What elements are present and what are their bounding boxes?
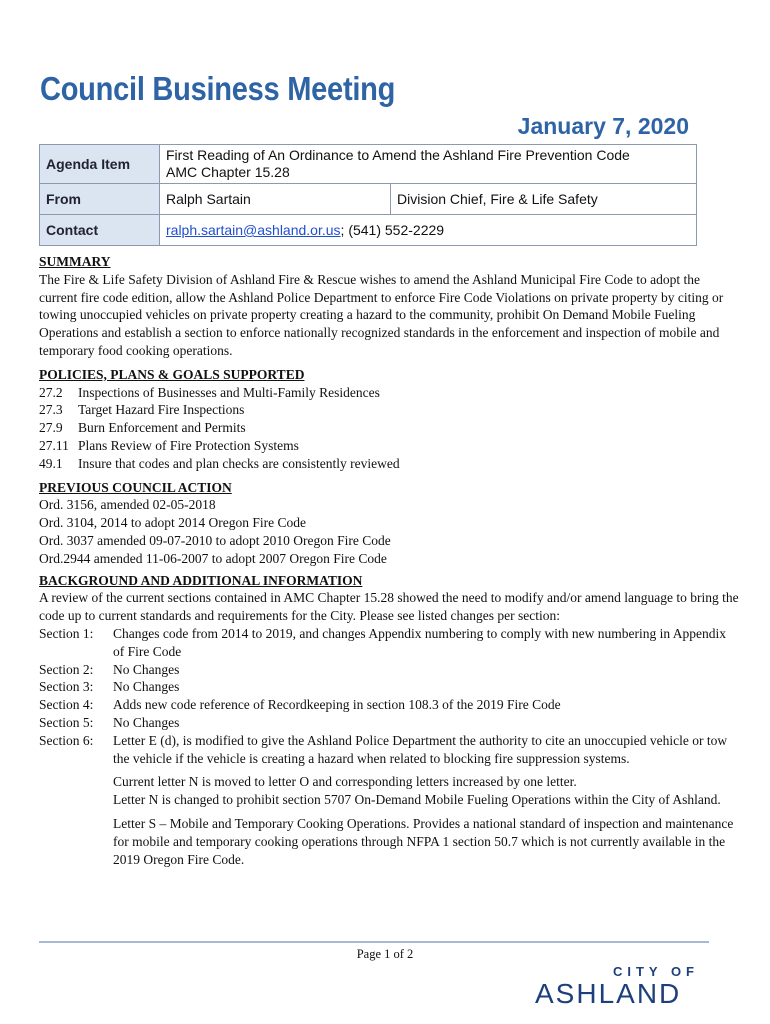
contact-email-link[interactable]: ralph.sartain@ashland.or.us (166, 222, 341, 238)
summary-text: The Fire & Life Safety Division of Ashland Fire & Rescue wishes to amend the Ashland Municipal Fire Code to adopt the current fire code edition, allow the Ashland Police Department to enforce Fire Code Violations on private property by citing or towing unoccupied vehicles on private property creating a hazard to the community, prohibit On Demand Mobile Fueling Operations and establish a section to enforce nationally recognized standards in the enforcement and inspection of mobile and temporary food cooking operations. (39, 271, 724, 358)
policies-heading: POLICIES, PLANS & GOALS SUPPORTED (39, 366, 305, 382)
previous-action-heading: PREVIOUS COUNCIL ACTION (39, 479, 232, 495)
policy-text: Plans Review of Fire Protection Systems (78, 437, 299, 453)
previous-action-item: Ord.2944 amended 11-06-2007 to adopt 2007 Oregon Fire Code (39, 550, 387, 566)
section-label: Section 6: (39, 732, 94, 748)
policy-num: 27.9 (39, 420, 63, 436)
policy-num: 27.2 (39, 384, 63, 400)
previous-action-item: Ord. 3037 amended 09-07-2010 to adopt 2010 Oregon Fire Code (39, 532, 391, 548)
policy-item (39, 384, 739, 402)
page-title: Council Business Meeting (40, 70, 396, 107)
policy-text: Target Hazard Fire Inspections (78, 402, 245, 418)
section-text: No Changes (113, 679, 180, 695)
agenda-info-table (39, 144, 697, 246)
contact-phone: ; (541) 552-2229 (340, 222, 445, 238)
policy-item (39, 419, 739, 437)
section-label: Section 5: (39, 714, 94, 730)
section-row (39, 714, 739, 732)
agenda-item-value (160, 145, 697, 184)
previous-action-item: Ord. 3104, 2014 to adopt 2014 Oregon Fire Code (39, 515, 306, 531)
background-heading: BACKGROUND AND ADDITIONAL INFORMATION (39, 572, 363, 588)
section-row (39, 625, 739, 661)
section-text: Adds new code reference of Recordkeeping in section 108.3 of the 2019 Fire Code (113, 697, 561, 713)
section-label: Section 2: (39, 661, 94, 677)
section-row (39, 661, 739, 679)
note-letter-s: Letter S – Mobile and Temporary Cooking Operations. Provides a national standard of inspection and maintenance for mobile and temporary cooking operations through NFPA 1 section 50.7 which is not currently available in the 2019 Oregon Fire Code. (113, 815, 734, 867)
note-letter-n-move: Current letter N is moved to letter O and corresponding letters increased by one letter. (113, 774, 577, 790)
document-body (39, 253, 739, 868)
policy-item (39, 437, 739, 455)
section-label: Section 1: (39, 625, 94, 641)
meeting-date: January 7, 2020 (517, 113, 689, 139)
policy-num: 49.1 (39, 455, 63, 471)
section-row (39, 678, 739, 696)
section-label: Section 4: (39, 697, 94, 713)
policy-text: Inspections of Businesses and Multi-Family Residences (78, 384, 380, 400)
policy-num: 27.11 (39, 437, 69, 453)
section-text: No Changes (113, 714, 180, 730)
from-label: From (40, 184, 160, 215)
summary-heading: SUMMARY (39, 254, 111, 269)
policy-text: Insure that codes and plan checks are consistently reviewed (78, 455, 400, 471)
section-text: No Changes (113, 661, 180, 677)
from-name: Ralph Sartain (160, 184, 391, 215)
policy-num: 27.3 (39, 402, 63, 418)
previous-action-item: Ord. 3156, amended 02-05-2018 (39, 497, 216, 513)
policy-item (39, 401, 739, 419)
footer-divider (39, 941, 709, 943)
from-title: Division Chief, Fire & Life Safety (391, 184, 697, 215)
contact-value (160, 215, 697, 246)
policy-text: Burn Enforcement and Permits (78, 420, 246, 436)
contact-label: Contact (40, 215, 160, 246)
section-text: Letter E (d), is modified to give the Ashland Police Department the authority to cite an unoccupied vehicle or tow the vehicle if the vehicle is creating a hazard when related to blocking fire suppression systems. (113, 732, 728, 766)
page-number: Page 1 of 2 (356, 947, 414, 961)
note-letter-n-change: Letter N is changed to prohibit section 5707 On-Demand Mobile Fueling Operations within the City of Ashland. (113, 792, 721, 808)
agenda-item-line1: First Reading of An Ordinance to Amend the Ashland Fire Prevention Code (166, 147, 630, 163)
background-intro: A review of the current sections contained in AMC Chapter 15.28 showed the need to modify and/or amend language to bring the code up to current standards and requirements for the City. Please see listed changes per section: (39, 590, 739, 624)
agenda-item-line2: AMC Chapter 15.28 (166, 164, 290, 180)
agenda-item-label: Agenda Item (40, 145, 160, 184)
section-text: Changes code from 2014 to 2019, and changes Appendix numbering to comply with new numbering in Appendix of Fire Code (113, 625, 727, 659)
logo-city-of: CITY OF (612, 964, 699, 979)
section-label: Section 3: (39, 679, 94, 695)
policy-item (39, 455, 739, 473)
section-row (39, 732, 739, 768)
logo-ashland: ASHLAND (535, 978, 682, 1009)
section-row (39, 696, 739, 714)
city-logo (535, 964, 705, 1014)
